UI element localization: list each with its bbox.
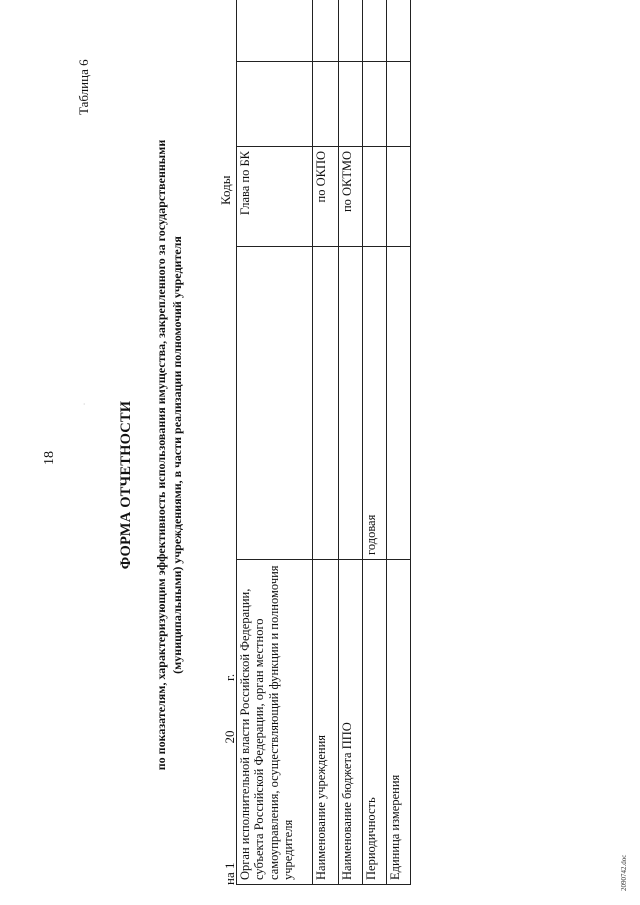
code-label <box>363 147 387 247</box>
code-value <box>237 62 313 147</box>
page-number: 18 <box>42 451 57 465</box>
row-label: Единица измерения <box>387 560 411 885</box>
date-suffix: г. <box>222 673 237 681</box>
code-label <box>387 147 411 247</box>
table-row <box>237 0 313 885</box>
row-label: Наименование учреждения <box>313 560 339 885</box>
table-row <box>313 0 339 885</box>
codes-header: Коды <box>218 175 233 205</box>
row-label: Наименование бюджета ППО <box>339 560 363 885</box>
file-id: 2090742.doc <box>620 854 628 891</box>
code-extra <box>387 0 411 62</box>
code-value <box>339 62 363 147</box>
row-value <box>237 247 313 560</box>
date-blank-day-month <box>222 747 237 863</box>
code-label: по ОКТМО <box>339 147 363 247</box>
table-label: Таблица 6 <box>76 59 91 115</box>
table-row <box>387 0 411 885</box>
speck: · <box>82 403 88 405</box>
table-row <box>363 0 387 885</box>
date-blank-year <box>222 687 237 727</box>
row-value <box>313 247 339 560</box>
row-label: Периодичность <box>363 560 387 885</box>
code-extra <box>339 0 363 62</box>
form-subtitle-line-1: по показателям, характеризующим эффективность использования имущества, закрепленного за государственными <box>154 139 168 771</box>
code-value <box>363 62 387 147</box>
form-table <box>236 0 411 885</box>
row-value <box>387 247 411 560</box>
row-label: Орган исполнительной власти Российской Федерации, субъекта Российской Федерации, орган местного самоуправления, осуществляющий функции и полномочия учредителя <box>237 560 313 885</box>
code-label: по ОКПО <box>313 147 339 247</box>
code-extra <box>237 0 313 62</box>
form-title: ФОРМА ОТЧЕТНОСТИ <box>118 400 134 570</box>
date-prefix: на 1 <box>222 862 237 885</box>
code-extra <box>363 0 387 62</box>
form-subtitle-line-2: (муниципальными) учреждениями, в части реализации полномочий учредителя <box>170 236 184 674</box>
table-row <box>339 0 363 885</box>
code-value <box>313 62 339 147</box>
row-value <box>339 247 363 560</box>
code-label: Глава по БК <box>237 147 313 247</box>
code-extra <box>313 0 339 62</box>
row-value: годовая <box>363 247 387 560</box>
date-year-prefix: 20 <box>222 727 237 747</box>
code-value <box>387 62 411 147</box>
